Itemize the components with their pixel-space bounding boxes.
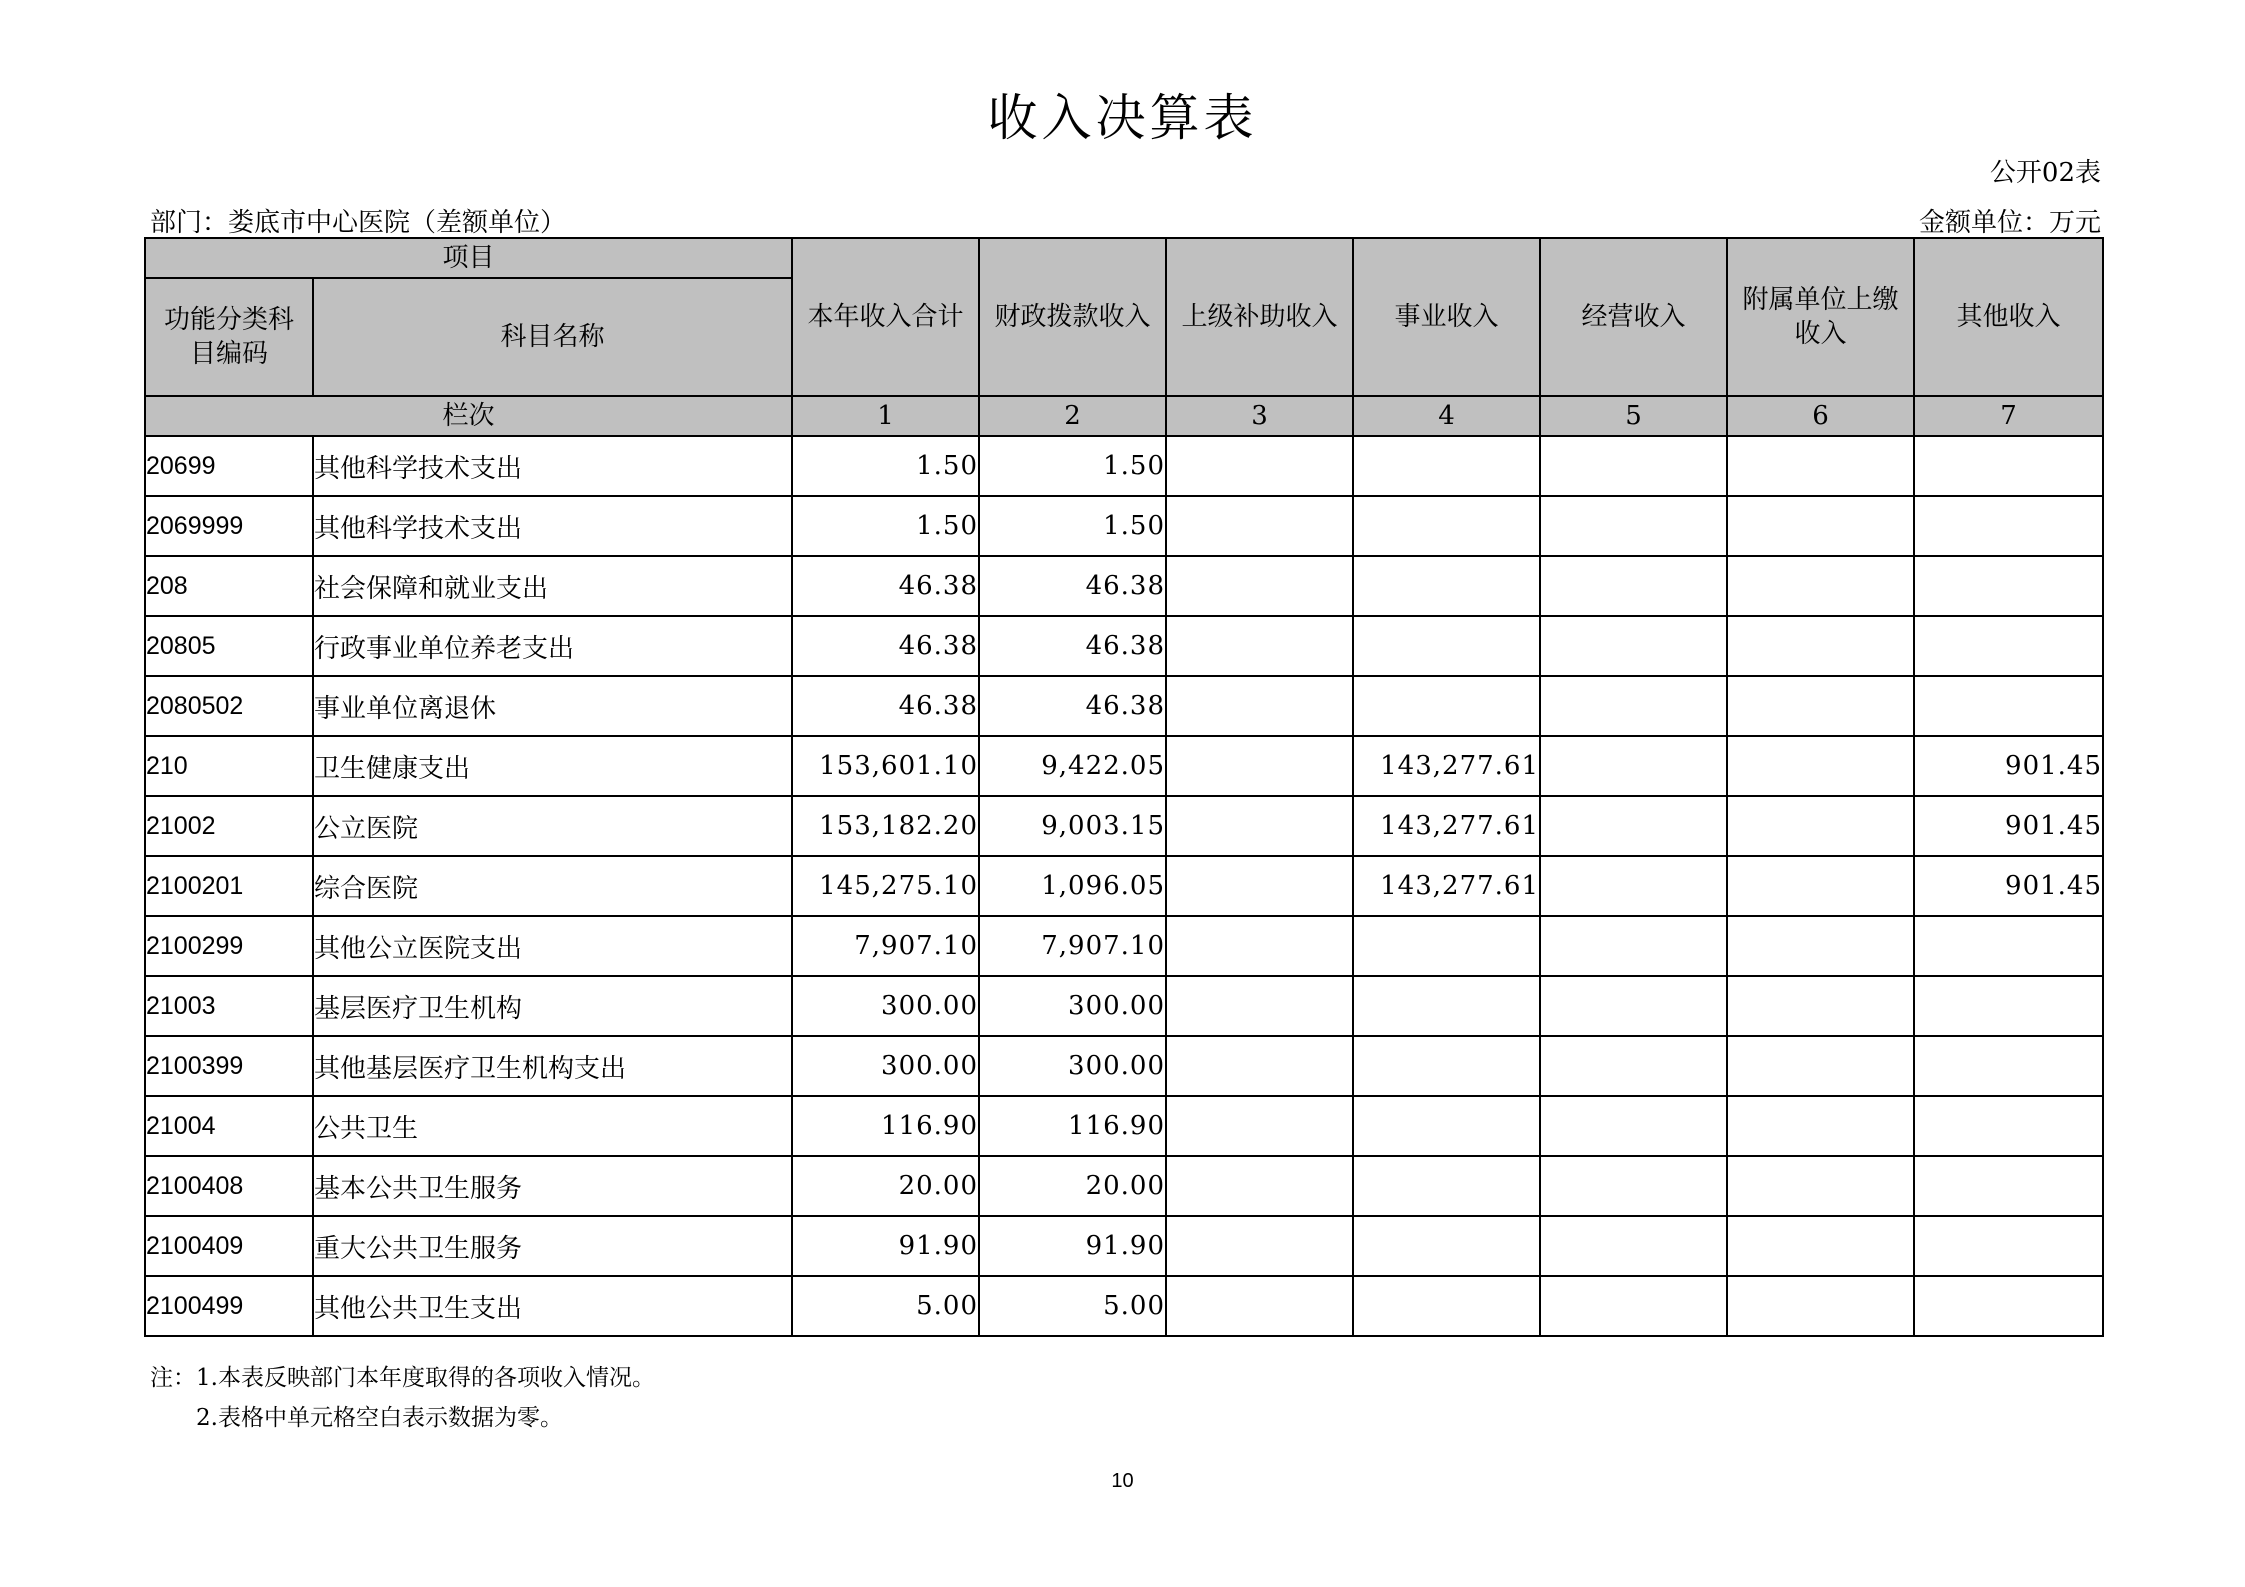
row-fiscal-income: 46.38 xyxy=(979,556,1166,616)
row-code: 2100499 xyxy=(145,1276,313,1336)
row-total-income: 46.38 xyxy=(792,556,979,616)
row-business-income xyxy=(1353,916,1540,976)
row-code: 2100399 xyxy=(145,1036,313,1096)
header-col-5: 经营收入 xyxy=(1540,238,1727,396)
row-business-income xyxy=(1353,1156,1540,1216)
row-affiliate-income xyxy=(1727,1156,1914,1216)
table-row xyxy=(145,916,2103,976)
header-col-num-6: 6 xyxy=(1727,396,1914,436)
row-fiscal-income: 1.50 xyxy=(979,436,1166,496)
row-name: 基本公共卫生服务 xyxy=(313,1156,792,1216)
header-col-6: 附属单位上缴收入 xyxy=(1727,238,1914,396)
row-total-income: 153,601.10 xyxy=(792,736,979,796)
footnote-1: 注：1.本表反映部门本年度取得的各项收入情况。 xyxy=(150,1365,655,1391)
header-col-num-3: 3 xyxy=(1166,396,1353,436)
row-other-income xyxy=(1914,1216,2103,1276)
row-superior-subsidy xyxy=(1166,1216,1353,1276)
row-name: 综合医院 xyxy=(313,856,792,916)
income-table xyxy=(144,237,2104,1337)
row-code: 20699 xyxy=(145,436,313,496)
row-name: 其他科学技术支出 xyxy=(313,496,792,556)
row-total-income: 20.00 xyxy=(792,1156,979,1216)
row-other-income xyxy=(1914,496,2103,556)
row-other-income xyxy=(1914,676,2103,736)
row-operating-income xyxy=(1540,556,1727,616)
row-name: 其他公共卫生支出 xyxy=(313,1276,792,1336)
table-row xyxy=(145,496,2103,556)
row-operating-income xyxy=(1540,1036,1727,1096)
row-affiliate-income xyxy=(1727,676,1914,736)
row-code: 2100299 xyxy=(145,916,313,976)
row-code: 2100408 xyxy=(145,1156,313,1216)
row-other-income xyxy=(1914,556,2103,616)
row-code: 21002 xyxy=(145,796,313,856)
row-code: 2100201 xyxy=(145,856,313,916)
row-code: 210 xyxy=(145,736,313,796)
table-row xyxy=(145,976,2103,1036)
row-affiliate-income xyxy=(1727,1276,1914,1336)
row-name: 其他公立医院支出 xyxy=(313,916,792,976)
row-affiliate-income xyxy=(1727,616,1914,676)
row-operating-income xyxy=(1540,916,1727,976)
row-total-income: 300.00 xyxy=(792,1036,979,1096)
row-operating-income xyxy=(1540,1276,1727,1336)
row-code: 21004 xyxy=(145,1096,313,1156)
row-superior-subsidy xyxy=(1166,736,1353,796)
row-other-income xyxy=(1914,1156,2103,1216)
row-other-income xyxy=(1914,616,2103,676)
row-fiscal-income: 46.38 xyxy=(979,616,1166,676)
row-total-income: 145,275.10 xyxy=(792,856,979,916)
table-row xyxy=(145,676,2103,736)
row-affiliate-income xyxy=(1727,1096,1914,1156)
row-name: 事业单位离退休 xyxy=(313,676,792,736)
row-operating-income xyxy=(1540,1096,1727,1156)
form-number: 公开02表 xyxy=(1989,158,2101,188)
row-operating-income xyxy=(1540,436,1727,496)
table-row xyxy=(145,1276,2103,1336)
row-code: 20805 xyxy=(145,616,313,676)
row-business-income xyxy=(1353,1216,1540,1276)
row-operating-income xyxy=(1540,796,1727,856)
row-business-income xyxy=(1353,496,1540,556)
row-business-income: 143,277.61 xyxy=(1353,736,1540,796)
header-col-4: 事业收入 xyxy=(1353,238,1540,396)
header-col-num-7: 7 xyxy=(1914,396,2103,436)
row-other-income: 901.45 xyxy=(1914,736,2103,796)
row-other-income xyxy=(1914,1096,2103,1156)
header-col-num-1: 1 xyxy=(792,396,979,436)
row-name: 社会保障和就业支出 xyxy=(313,556,792,616)
row-code: 2080502 xyxy=(145,676,313,736)
amount-unit-label: 金额单位：万元 xyxy=(1918,208,2101,238)
row-operating-income xyxy=(1540,976,1727,1036)
row-other-income xyxy=(1914,1036,2103,1096)
row-name: 卫生健康支出 xyxy=(313,736,792,796)
row-fiscal-income: 91.90 xyxy=(979,1216,1166,1276)
row-affiliate-income xyxy=(1727,556,1914,616)
row-total-income: 1.50 xyxy=(792,436,979,496)
header-col-1: 本年收入合计 xyxy=(792,238,979,396)
row-other-income xyxy=(1914,1276,2103,1336)
row-fiscal-income: 1,096.05 xyxy=(979,856,1166,916)
row-affiliate-income xyxy=(1727,736,1914,796)
page-title: 收入决算表 xyxy=(987,89,1258,147)
department-label: 部门：娄底市中心医院（差额单位） xyxy=(150,208,567,238)
row-other-income: 901.45 xyxy=(1914,796,2103,856)
row-affiliate-income xyxy=(1727,856,1914,916)
row-name: 公共卫生 xyxy=(313,1096,792,1156)
table-row xyxy=(145,1216,2103,1276)
row-name: 其他科学技术支出 xyxy=(313,436,792,496)
row-fiscal-income: 46.38 xyxy=(979,676,1166,736)
row-business-income: 143,277.61 xyxy=(1353,796,1540,856)
header-col-7: 其他收入 xyxy=(1914,238,2103,396)
row-operating-income xyxy=(1540,1216,1727,1276)
row-superior-subsidy xyxy=(1166,1096,1353,1156)
table-row xyxy=(145,796,2103,856)
header-project: 项目 xyxy=(145,238,792,278)
row-affiliate-income xyxy=(1727,496,1914,556)
footnotes xyxy=(150,1358,655,1438)
row-code: 2069999 xyxy=(145,496,313,556)
header-row-label: 栏次 xyxy=(145,396,792,436)
row-superior-subsidy xyxy=(1166,1156,1353,1216)
row-code: 208 xyxy=(145,556,313,616)
row-name: 行政事业单位养老支出 xyxy=(313,616,792,676)
row-fiscal-income: 9,003.15 xyxy=(979,796,1166,856)
row-fiscal-income: 116.90 xyxy=(979,1096,1166,1156)
row-total-income: 46.38 xyxy=(792,676,979,736)
row-total-income: 1.50 xyxy=(792,496,979,556)
row-affiliate-income xyxy=(1727,796,1914,856)
row-total-income: 46.38 xyxy=(792,616,979,676)
row-other-income xyxy=(1914,916,2103,976)
row-business-income xyxy=(1353,676,1540,736)
row-affiliate-income xyxy=(1727,1216,1914,1276)
row-name: 公立医院 xyxy=(313,796,792,856)
row-affiliate-income xyxy=(1727,916,1914,976)
row-business-income xyxy=(1353,976,1540,1036)
table-row xyxy=(145,1156,2103,1216)
row-affiliate-income xyxy=(1727,976,1914,1036)
table-row xyxy=(145,736,2103,796)
row-fiscal-income: 20.00 xyxy=(979,1156,1166,1216)
row-superior-subsidy xyxy=(1166,676,1353,736)
row-affiliate-income xyxy=(1727,436,1914,496)
row-superior-subsidy xyxy=(1166,796,1353,856)
row-fiscal-income: 7,907.10 xyxy=(979,916,1166,976)
row-total-income: 5.00 xyxy=(792,1276,979,1336)
row-fiscal-income: 1.50 xyxy=(979,496,1166,556)
header-col-num-5: 5 xyxy=(1540,396,1727,436)
row-superior-subsidy xyxy=(1166,496,1353,556)
row-name: 基层医疗卫生机构 xyxy=(313,976,792,1036)
header-code: 功能分类科目编码 xyxy=(145,278,313,396)
header-col-3: 上级补助收入 xyxy=(1166,238,1353,396)
row-superior-subsidy xyxy=(1166,856,1353,916)
header-col-2: 财政拨款收入 xyxy=(979,238,1166,396)
row-fiscal-income: 300.00 xyxy=(979,976,1166,1036)
row-operating-income xyxy=(1540,616,1727,676)
row-total-income: 7,907.10 xyxy=(792,916,979,976)
footnote-2: 2.表格中单元格空白表示数据为零。 xyxy=(196,1405,563,1431)
row-operating-income xyxy=(1540,856,1727,916)
row-total-income: 300.00 xyxy=(792,976,979,1036)
row-other-income: 901.45 xyxy=(1914,856,2103,916)
row-code: 21003 xyxy=(145,976,313,1036)
header-col-num-4: 4 xyxy=(1353,396,1540,436)
row-code: 2100409 xyxy=(145,1216,313,1276)
row-business-income: 143,277.61 xyxy=(1353,856,1540,916)
row-business-income xyxy=(1353,616,1540,676)
row-total-income: 153,182.20 xyxy=(792,796,979,856)
row-superior-subsidy xyxy=(1166,1036,1353,1096)
row-operating-income xyxy=(1540,496,1727,556)
table-row xyxy=(145,556,2103,616)
row-business-income xyxy=(1353,1096,1540,1156)
row-business-income xyxy=(1353,1036,1540,1096)
row-operating-income xyxy=(1540,676,1727,736)
row-total-income: 91.90 xyxy=(792,1216,979,1276)
table-row xyxy=(145,856,2103,916)
row-other-income xyxy=(1914,436,2103,496)
row-fiscal-income: 300.00 xyxy=(979,1036,1166,1096)
table-row xyxy=(145,616,2103,676)
table-row xyxy=(145,436,2103,496)
row-name: 重大公共卫生服务 xyxy=(313,1216,792,1276)
row-operating-income xyxy=(1540,1156,1727,1216)
row-fiscal-income: 5.00 xyxy=(979,1276,1166,1336)
row-business-income xyxy=(1353,436,1540,496)
row-superior-subsidy xyxy=(1166,976,1353,1036)
header-col-num-2: 2 xyxy=(979,396,1166,436)
row-affiliate-income xyxy=(1727,1036,1914,1096)
row-fiscal-income: 9,422.05 xyxy=(979,736,1166,796)
row-superior-subsidy xyxy=(1166,1276,1353,1336)
table-row xyxy=(145,1036,2103,1096)
row-name: 其他基层医疗卫生机构支出 xyxy=(313,1036,792,1096)
row-superior-subsidy xyxy=(1166,616,1353,676)
row-business-income xyxy=(1353,556,1540,616)
header-name: 科目名称 xyxy=(313,278,792,396)
row-total-income: 116.90 xyxy=(792,1096,979,1156)
row-superior-subsidy xyxy=(1166,556,1353,616)
row-business-income xyxy=(1353,1276,1540,1336)
page-number: 10 xyxy=(1111,1470,1134,1492)
row-other-income xyxy=(1914,976,2103,1036)
table-row xyxy=(145,1096,2103,1156)
row-superior-subsidy xyxy=(1166,436,1353,496)
row-superior-subsidy xyxy=(1166,916,1353,976)
row-operating-income xyxy=(1540,736,1727,796)
